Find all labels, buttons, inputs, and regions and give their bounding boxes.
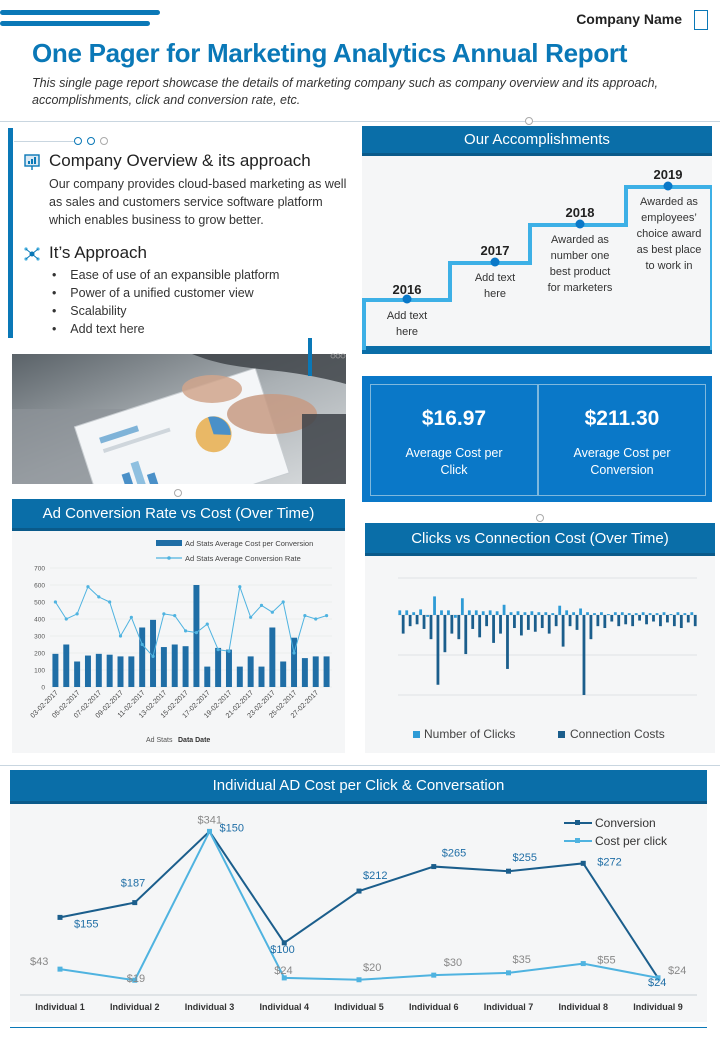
cost-bar (645, 615, 648, 624)
cost-bar (423, 615, 426, 629)
line-point (249, 616, 252, 619)
divider-dot (536, 514, 544, 522)
chart1-xlabel-bold: Data Date (178, 737, 211, 744)
clicks-bar (503, 605, 506, 615)
line-point (292, 651, 295, 654)
clicks-bar (433, 596, 436, 615)
cost-bar (576, 615, 579, 630)
chart1-header: Ad Conversion Rate vs Cost (Over Time) (12, 499, 345, 531)
cost-bar (548, 615, 551, 634)
presentation-icon (23, 153, 41, 171)
clicks-bar (530, 611, 533, 615)
divider (0, 765, 720, 766)
line-point (431, 864, 436, 869)
bar (269, 628, 275, 688)
clicks-bar (461, 598, 464, 615)
line-point (151, 655, 154, 658)
clicks-bar (600, 612, 603, 615)
line-point (206, 623, 209, 626)
cost-bar (527, 615, 530, 630)
bar (237, 667, 243, 687)
cost-bar (562, 615, 565, 647)
line-point (431, 973, 436, 978)
line-point (238, 585, 241, 588)
divider (0, 121, 720, 122)
clicks-bar (517, 611, 520, 615)
line-point (195, 631, 198, 634)
cost-bar (485, 615, 488, 626)
bar (52, 654, 58, 687)
overview-heading: Company Overview & its approach (49, 151, 311, 170)
line-point (162, 612, 165, 615)
x-tick-label: Individual 5 (334, 1002, 384, 1012)
y-tick-label: 600 (34, 582, 45, 590)
conversion-data-label: $255 (512, 852, 537, 865)
overview-dot-2 (87, 137, 95, 145)
bar (204, 667, 210, 687)
cost-bar (638, 615, 641, 621)
cpc-data-label: $20 (363, 961, 382, 974)
year-2019: 2019 (653, 167, 683, 182)
line-point (54, 600, 57, 603)
overview-dot-1 (74, 137, 82, 145)
cost-bar (409, 615, 412, 626)
cpc-data-label: $24 (648, 976, 667, 989)
step-2018-text: Awarded as number one best product for marketers (547, 234, 613, 294)
clicks-bar (677, 612, 680, 615)
cost-bar (492, 615, 495, 643)
line-point (506, 970, 511, 975)
line-point (581, 961, 586, 966)
line-point (357, 889, 362, 894)
conversion-data-label: $100 (270, 943, 295, 956)
conversion-data-label: $265 (441, 847, 467, 860)
cost-bar (499, 615, 502, 634)
overview-dot-3 (100, 137, 108, 145)
clicks-bar (544, 612, 547, 615)
x-tick-label: 05-02-2017 (51, 689, 82, 720)
cost-bar (464, 615, 467, 654)
clicks-bar (412, 612, 415, 615)
y-tick-label: 200 (34, 650, 45, 658)
clicks-cost-chart (365, 556, 715, 753)
cost-bar (687, 615, 690, 622)
x-tick-label: 19-02-2017 (203, 689, 234, 720)
clicks-bar (607, 614, 610, 615)
business-photo (12, 354, 346, 484)
overview-divider (14, 141, 74, 142)
y-tick-label: 100 (34, 667, 45, 675)
legend-label-clicks: Number of Clicks (424, 727, 516, 741)
line-point (86, 585, 89, 588)
clicks-bar (447, 610, 450, 615)
x-tick-label: 15-02-2017 (159, 689, 190, 720)
cpc-data-label: $43 (30, 956, 49, 969)
bar (280, 662, 286, 688)
chart1-xlabel-prefix: Ad Stats (146, 737, 173, 744)
bar (183, 646, 189, 687)
stat-card-cpconv (538, 384, 706, 496)
line-point (141, 643, 144, 646)
approach-item: • Add text here (52, 322, 145, 336)
bar (302, 658, 308, 687)
year-2018: 2018 (565, 205, 595, 220)
cost-bar (610, 615, 613, 622)
approach-item: • Scalability (52, 304, 127, 318)
legend-swatch-bars (156, 540, 182, 546)
line-point (260, 604, 263, 607)
clicks-bar (614, 612, 617, 615)
conversion-data-label: $24 (668, 964, 687, 977)
cost-bar (603, 615, 606, 628)
x-tick-label: 23-02-2017 (246, 689, 277, 720)
line-point (207, 829, 212, 834)
x-tick-label: Individual 9 (633, 1002, 683, 1012)
x-tick-label: 13-02-2017 (138, 689, 169, 720)
year-2017: 2017 (480, 243, 510, 258)
step-2017-text: Add text here (474, 272, 516, 300)
cpc-line (60, 831, 658, 980)
stat-value: $16.97 (421, 407, 487, 430)
cost-bar (443, 615, 446, 652)
clicks-bar (510, 612, 513, 615)
approach-item: • Power of a unified customer view (52, 286, 254, 300)
ad-conversion-chart (12, 531, 345, 753)
line-point (65, 617, 68, 620)
line-point (581, 861, 586, 866)
step-2016-text: Add text here (386, 310, 428, 338)
cost-bar (520, 615, 523, 635)
photo-dots (330, 346, 346, 364)
cost-bar (659, 615, 662, 626)
clicks-bar (454, 615, 457, 618)
individual-ad-chart (10, 804, 707, 1022)
step-2019-text: Awarded as employees’ choice award as best place to work in (636, 196, 702, 272)
clicks-bar (405, 610, 408, 615)
line-point (58, 967, 63, 972)
y-tick-label: 300 (34, 633, 45, 641)
approach-item: • Ease of use of an expansible platform (52, 268, 280, 282)
top-accent-bar (0, 10, 160, 15)
bottom-divider (10, 1027, 707, 1028)
line-point (227, 650, 230, 653)
clicks-bar (642, 612, 645, 615)
clicks-bar (572, 612, 575, 615)
clicks-bar (565, 610, 568, 615)
company-name: Company Name (576, 11, 682, 27)
clicks-bar (670, 614, 673, 615)
line-point (314, 617, 317, 620)
x-tick-label: Individual 7 (483, 1002, 534, 1012)
x-tick-label: Individual 1 (35, 1002, 85, 1012)
y-tick-label: 700 (34, 565, 45, 573)
clicks-bar (649, 613, 652, 615)
line-point (325, 614, 328, 617)
legend-marker-cpc (575, 838, 580, 843)
x-tick-label: 21-02-2017 (224, 689, 256, 720)
bar (172, 645, 178, 688)
y-tick-label: 500 (34, 599, 45, 607)
legend-swatch-costs (558, 731, 565, 738)
cost-bar (541, 615, 544, 628)
divider-dot (525, 117, 533, 125)
line-point (132, 900, 137, 905)
clicks-bar (628, 613, 631, 615)
bar (96, 654, 102, 687)
photo-accent-bar (308, 338, 312, 376)
clicks-bar (419, 609, 422, 615)
cost-bar (430, 615, 433, 639)
line-point (282, 600, 285, 603)
legend-label-line: Ad Stats Average Conversion Rate (185, 554, 301, 563)
cost-bar (680, 615, 683, 628)
cost-bar (450, 615, 453, 634)
year-2016: 2016 (392, 282, 422, 297)
clicks-bar (683, 613, 686, 615)
stat-label: Average Cost per Click (405, 446, 503, 477)
top-accent-bar-2 (0, 21, 150, 26)
bar (248, 656, 254, 687)
clicks-bar (551, 613, 554, 615)
conversion-data-label: $272 (597, 856, 622, 869)
conversion-data-label: $155 (74, 918, 99, 931)
cost-bar (506, 615, 509, 669)
x-tick-label: Individual 4 (259, 1002, 310, 1012)
left-accent-bar (8, 128, 13, 338)
cpc-data-label: $35 (512, 953, 531, 966)
divider-dot (174, 489, 182, 497)
clicks-bar (635, 613, 638, 615)
cpc-data-label: $24 (274, 964, 293, 977)
x-tick-label: 07-02-2017 (72, 689, 104, 720)
x-tick-label: Individual 6 (408, 1002, 459, 1012)
cost-bar (534, 615, 537, 632)
clicks-bar (398, 610, 401, 615)
clicks-bar (579, 608, 582, 615)
legend-label-costs: Connection Costs (570, 727, 665, 741)
cost-bar (631, 615, 634, 626)
line-point (108, 600, 111, 603)
x-tick-label: Individual 3 (184, 1002, 235, 1012)
line-point (97, 595, 100, 598)
x-tick-label: 27-02-2017 (289, 689, 321, 720)
clicks-bar (621, 612, 624, 615)
clicks-bar (558, 606, 561, 615)
bar (63, 645, 69, 688)
bar (139, 628, 145, 688)
legend-swatch-clicks (413, 731, 420, 738)
stat-card-cpc (370, 384, 538, 496)
bar (161, 647, 167, 687)
clicks-bar (537, 612, 540, 615)
x-tick-label: 03-02-2017 (29, 689, 60, 720)
clicks-bar (586, 612, 589, 615)
clicks-bar (489, 610, 492, 615)
bar (324, 656, 330, 687)
line-point (58, 915, 63, 920)
line-point (119, 634, 122, 637)
bar (107, 655, 113, 687)
line-point (130, 616, 133, 619)
conversion-rate-line (55, 587, 326, 657)
cost-bar (569, 615, 572, 626)
chart2-header: Clicks vs Connection Cost (Over Time) (365, 523, 715, 556)
legend-marker-conversion (575, 820, 580, 825)
conversion-data-label: $150 (219, 822, 244, 835)
legend-label-conversion: Conversion (595, 816, 656, 830)
cost-bar (617, 615, 620, 626)
x-tick-label: Individual 2 (109, 1002, 160, 1012)
line-point (217, 648, 220, 651)
clicks-bar (440, 610, 443, 615)
cost-bar (652, 615, 655, 622)
bar (193, 585, 199, 687)
network-icon (23, 245, 41, 263)
chart3-header: Individual AD Cost per Click & Conversation (10, 770, 707, 804)
clicks-bar (656, 613, 659, 615)
line-point (76, 612, 79, 615)
approach-list (52, 266, 279, 338)
conversion-data-label: $212 (363, 870, 388, 883)
stat-label: Average Cost per Conversion (573, 446, 671, 477)
corner-frame (694, 10, 708, 30)
cost-bar (478, 615, 481, 637)
cost-bar (666, 615, 669, 622)
clicks-bar (663, 612, 666, 615)
legend-label-cpc: Cost per click (595, 834, 668, 848)
legend-marker-line (167, 556, 171, 560)
bar (226, 650, 232, 687)
x-tick-label: Individual 8 (558, 1002, 609, 1012)
cost-bar (437, 615, 440, 685)
cost-bar (416, 615, 419, 624)
bar (215, 648, 221, 687)
line-point (173, 614, 176, 617)
cost-bar (583, 615, 586, 695)
legend-label-bars: Ad Stats Average Cost per Conversion (185, 539, 314, 548)
x-tick-label: 17-02-2017 (181, 689, 212, 720)
clicks-bar (426, 615, 429, 617)
cost-bar (402, 615, 405, 634)
cost-bar (471, 615, 474, 629)
y-tick-label: 400 (34, 616, 45, 624)
approach-heading: It’s Approach (49, 243, 147, 262)
line-point (303, 614, 306, 617)
clicks-bar (690, 612, 693, 615)
bar (118, 656, 124, 687)
accomplishments-header: Our Accomplishments (362, 126, 712, 156)
cost-bar (590, 615, 593, 639)
bar (259, 667, 265, 687)
line-point (271, 611, 274, 614)
page-title: One Pager for Marketing Analytics Annual Report (32, 38, 628, 68)
bar (74, 662, 80, 688)
cpc-data-label: $341 (197, 814, 222, 827)
cost-bar (457, 615, 460, 639)
cpc-data-label: $19 (126, 973, 146, 986)
bar (313, 656, 319, 687)
clicks-bar (475, 610, 478, 615)
page-subtitle: This single page report showcase the details of marketing company such as company overview and its approach, accomplishments, click and conversion rate, etc. (32, 76, 659, 107)
stat-value: $211.30 (584, 407, 660, 430)
clicks-bar (593, 613, 596, 615)
clicks-bar (468, 610, 471, 615)
overview-text: Our company provides cloud-based marketing as well as sales and customers service software platform which enables business to grow better. (49, 177, 347, 227)
bar (128, 656, 134, 687)
conversion-line (60, 831, 658, 977)
clicks-bar (496, 611, 499, 615)
conversion-data-label: $187 (120, 877, 146, 890)
line-point (357, 977, 362, 982)
cost-bar (596, 615, 599, 626)
cost-bar (513, 615, 516, 628)
clicks-bar (524, 612, 527, 615)
cost-bar (624, 615, 627, 624)
cpc-data-label: $55 (597, 954, 616, 967)
x-tick-label: 11-02-2017 (116, 689, 147, 720)
cost-bar (694, 615, 697, 626)
x-tick-label: 25-02-2017 (268, 689, 299, 720)
clicks-bar (482, 611, 485, 615)
y-tick-label: 0 (41, 684, 45, 692)
cpc-data-label: $30 (443, 957, 463, 970)
line-point (506, 869, 511, 874)
line-point (184, 629, 187, 632)
x-tick-label: 09-02-2017 (94, 689, 125, 720)
cost-bar (673, 615, 676, 626)
cost-bar (555, 615, 558, 626)
bar (85, 656, 91, 687)
